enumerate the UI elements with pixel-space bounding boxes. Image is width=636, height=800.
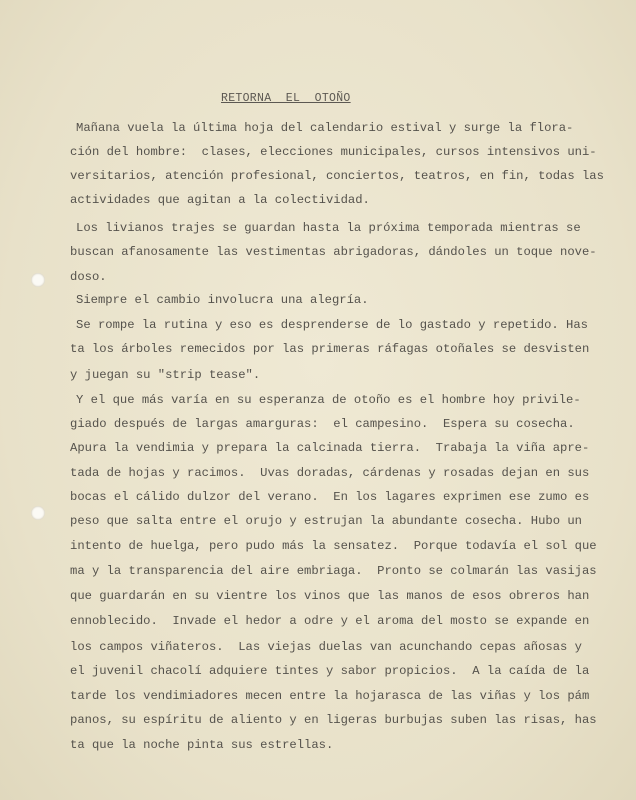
text-line: versitarios, atención profesional, conciertos, teatros, en fin, todas las: [70, 169, 604, 183]
text-line: panos, su espíritu de aliento y en ligeras burbujas suben las risas, has: [70, 713, 597, 727]
document-title: RETORNA EL OTOÑO: [221, 92, 351, 105]
text-line: Los livianos trajes se guardan hasta la próxima temporada mientras se: [76, 221, 581, 235]
text-line: Se rompe la rutina y eso es desprenderse de lo gastado y repetido. Has: [76, 318, 588, 332]
text-line: ta los árboles remecidos por las primeras ráfagas otoñales se desvisten: [70, 342, 590, 356]
text-line: tarde los vendimiadores mecen entre la hojarasca de las viñas y los pám: [70, 689, 590, 703]
text-line: doso.: [70, 270, 107, 284]
text-line: tada de hojas y racimos. Uvas doradas, cárdenas y rosadas dejan en sus: [70, 466, 590, 480]
text-line: bocas el cálido dulzor del verano. En los lagares exprimen ese zumo es: [70, 490, 590, 504]
text-line: giado después de largas amarguras: el campesino. Espera su cosecha.: [70, 417, 575, 431]
text-line: Mañana vuela la última hoja del calendario estival y surge la flora-: [76, 121, 574, 135]
text-line: Apura la vendimia y prepara la calcinada tierra. Trabaja la viña apre-: [70, 441, 590, 455]
text-line: y juegan su "strip tease".: [70, 368, 261, 382]
text-line: Y el que más varía en su esperanza de otoño es el hombre hoy privile-: [76, 393, 581, 407]
punch-hole: [31, 506, 45, 520]
text-line: ennoblecido. Invade el hedor a odre y el aroma del mosto se expande en: [70, 614, 590, 628]
text-line: los campos viñateros. Las viejas duelas van acunchando cepas añosas y: [70, 640, 582, 654]
punch-hole: [31, 273, 45, 287]
text-line: el juvenil chacolí adquiere tintes y sabor propicios. A la caída de la: [70, 664, 590, 678]
text-line: ma y la transparencia del aire embriaga. Pronto se colmarán las vasijas: [70, 564, 597, 578]
text-line: Siempre el cambio involucra una alegría.: [76, 293, 369, 307]
text-line: actividades que agitan a la colectividad.: [70, 193, 370, 207]
text-line: ta que la noche pinta sus estrellas.: [70, 738, 334, 752]
text-line: buscan afanosamente las vestimentas abrigadoras, dándoles un toque nove-: [70, 245, 597, 259]
text-line: que guardarán en su vientre los vinos que las manos de esos obreros han: [70, 589, 590, 603]
text-line: intento de huelga, pero pudo más la sensatez. Porque todavía el sol que: [70, 539, 597, 553]
text-line: ción del hombre: clases, elecciones municipales, cursos intensivos uni-: [70, 145, 597, 159]
text-line: peso que salta entre el orujo y estrujan la abundante cosecha. Hubo un: [70, 514, 582, 528]
